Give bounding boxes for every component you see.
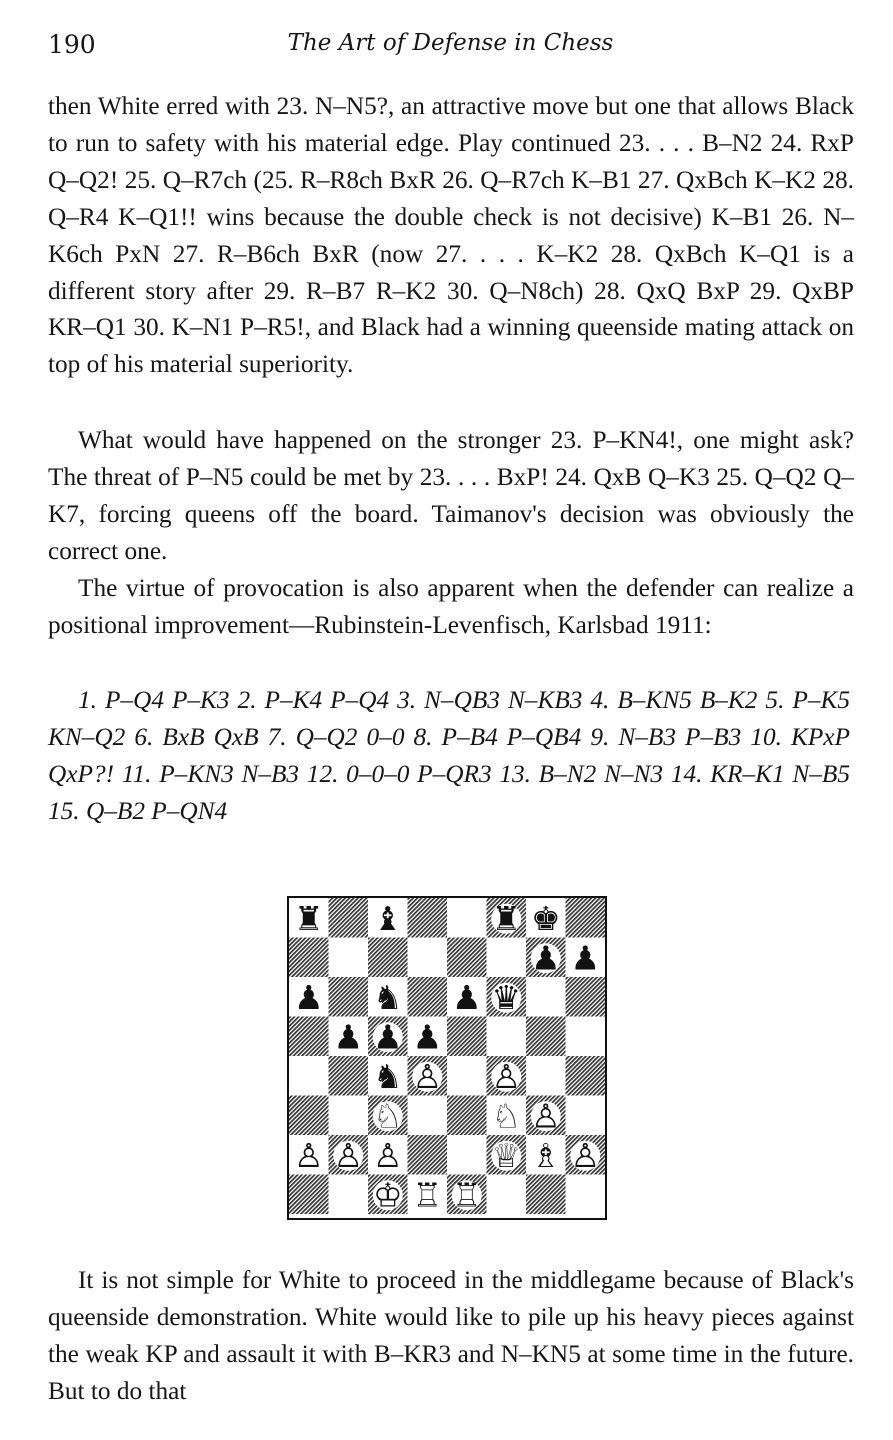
white-pawn-icon-f4: ♙ bbox=[491, 1056, 522, 1096]
white-pawn-icon-a2: ♙ bbox=[293, 1135, 324, 1175]
square-c7 bbox=[368, 938, 408, 978]
square-g5 bbox=[526, 1017, 566, 1057]
black-pawn-icon-g7: ♟ bbox=[530, 938, 561, 978]
square-b4 bbox=[329, 1056, 369, 1096]
square-e3 bbox=[447, 1096, 487, 1136]
square-d8 bbox=[408, 898, 448, 938]
black-pawn-icon-d5: ♟ bbox=[412, 1017, 443, 1057]
black-bishop-icon-c8: ♝ bbox=[372, 898, 403, 938]
square-e4 bbox=[447, 1056, 487, 1096]
square-d2 bbox=[408, 1135, 448, 1175]
square-d6 bbox=[408, 977, 448, 1017]
chess-board bbox=[289, 898, 605, 1218]
black-king-icon-g8: ♚ bbox=[530, 898, 561, 938]
square-h1 bbox=[566, 1175, 606, 1215]
game-moves: 1. P–Q4 P–K3 2. P–K4 P–Q4 3. N–QB3 N–KB3 4. B–KN5 B–K2 5. P–K5 KN–Q2 6. BxB QxB 7. Q–Q2 0–0 8. P–B4 P–QB4 9. N–B3 P–B3 10. KPxP QxP?! 11. P–KN3 N–B3 12. 0–0–0 P–QR3 13. B–N2 N–N3 14. KR–K1 N–B5 15. Q–B2 P–QN4 bbox=[48, 686, 850, 825]
paragraph-alternative-line: What would have happened on the stronger 23. P–KN4!, one might ask? The threat of P–N5 could be met by 23. . . . BxP! 24. QxB Q–K3 25. Q–Q2 Q–K7, forcing queens off the board. Taimanov's decision was obviously the correct one. bbox=[48, 426, 854, 565]
paragraph-middlegame-comment: It is not simple for White to proceed in the middlegame because of Black's queenside demonstration. White would like to pile up his heavy pieces against the weak KP and assault it with B–KR3 and N–KN5 at some time in the future. But to do that bbox=[48, 1266, 854, 1405]
square-a4 bbox=[289, 1056, 329, 1096]
black-pawn-icon-e6: ♟ bbox=[451, 977, 482, 1017]
black-pawn-icon-c5: ♟ bbox=[372, 1017, 403, 1057]
black-knight-icon-c6: ♞ bbox=[372, 977, 403, 1017]
square-g6 bbox=[526, 977, 566, 1017]
white-king-icon-c1: ♔ bbox=[372, 1175, 403, 1215]
white-pawn-icon-h2: ♙ bbox=[570, 1135, 601, 1175]
white-knight-icon-c3: ♘ bbox=[372, 1096, 403, 1136]
white-rook-icon-d1: ♖ bbox=[412, 1175, 443, 1215]
white-pawn-icon-c2: ♙ bbox=[372, 1135, 403, 1175]
square-e2 bbox=[447, 1135, 487, 1175]
running-title: The Art of Defense in Chess bbox=[287, 30, 614, 56]
square-e5 bbox=[447, 1017, 487, 1057]
page-number: 190 bbox=[48, 30, 96, 59]
square-b3 bbox=[329, 1096, 369, 1136]
black-rook-icon-f8: ♜ bbox=[491, 898, 522, 938]
square-b8 bbox=[329, 898, 369, 938]
square-h8 bbox=[566, 898, 606, 938]
square-g4 bbox=[526, 1056, 566, 1096]
paragraph-provocation-intro: The virtue of provocation is also apparent when the defender can realize a positional improvement—Rubinstein-Levenfisch, Karlsbad 1911: bbox=[48, 574, 854, 639]
square-h3 bbox=[566, 1096, 606, 1136]
square-h4 bbox=[566, 1056, 606, 1096]
square-f7 bbox=[487, 938, 527, 978]
square-e7 bbox=[447, 938, 487, 978]
square-a3 bbox=[289, 1096, 329, 1136]
square-g1 bbox=[526, 1175, 566, 1215]
white-pawn-icon-d4: ♙ bbox=[412, 1056, 443, 1096]
square-f1 bbox=[487, 1175, 527, 1215]
square-b1 bbox=[329, 1175, 369, 1215]
square-d3 bbox=[408, 1096, 448, 1136]
black-knight-icon-c4: ♞ bbox=[372, 1056, 403, 1096]
white-knight-icon-f3: ♘ bbox=[491, 1096, 522, 1136]
chess-diagram bbox=[287, 896, 607, 1220]
white-pawn-icon-b2: ♙ bbox=[333, 1135, 364, 1175]
black-pawn-icon-a6: ♟ bbox=[293, 977, 324, 1017]
white-rook-icon-e1: ♖ bbox=[451, 1175, 482, 1215]
square-b7 bbox=[329, 938, 369, 978]
square-d7 bbox=[408, 938, 448, 978]
square-a1 bbox=[289, 1175, 329, 1215]
square-h6 bbox=[566, 977, 606, 1017]
white-pawn-icon-g3: ♙ bbox=[530, 1096, 561, 1136]
page-header bbox=[48, 30, 853, 66]
square-b6 bbox=[329, 977, 369, 1017]
square-h5 bbox=[566, 1017, 606, 1057]
black-queen-icon-f6: ♛ bbox=[491, 977, 522, 1017]
paragraph-game-continuation: then White erred with 23. N–N5?, an attractive move but one that allows Black to run to safety with his material edge. Play continued 23. . . . B–N2 24. RxP Q–Q2! 25. Q–R7ch (25. R–R8ch BxR 26. Q–R7ch K–B1 27. QxBch K–K2 28. Q–R4 K–Q1!! wins because the double check is not decisive) K–B1 26. N–K6ch PxN 27. R–B6ch BxR (now 27. . . . K–K2 28. QxBch K–Q1 is a different story after 29. R–B7 R–K2 30. Q–N8ch) 28. QxQ BxP 29. QxBP KR–Q1 30. K–N1 P–R5!, and Black had a winning queenside mating attack on top of his material superiority. bbox=[48, 92, 854, 379]
white-bishop-icon-g2: ♗ bbox=[530, 1135, 561, 1175]
black-rook-icon-a8: ♜ bbox=[293, 898, 324, 938]
square-f5 bbox=[487, 1017, 527, 1057]
white-queen-icon-f2: ♕ bbox=[491, 1135, 522, 1175]
square-a5 bbox=[289, 1017, 329, 1057]
black-pawn-icon-h7: ♟ bbox=[570, 938, 601, 978]
black-pawn-icon-b5: ♟ bbox=[333, 1017, 364, 1057]
square-e8 bbox=[447, 898, 487, 938]
square-a7 bbox=[289, 938, 329, 978]
